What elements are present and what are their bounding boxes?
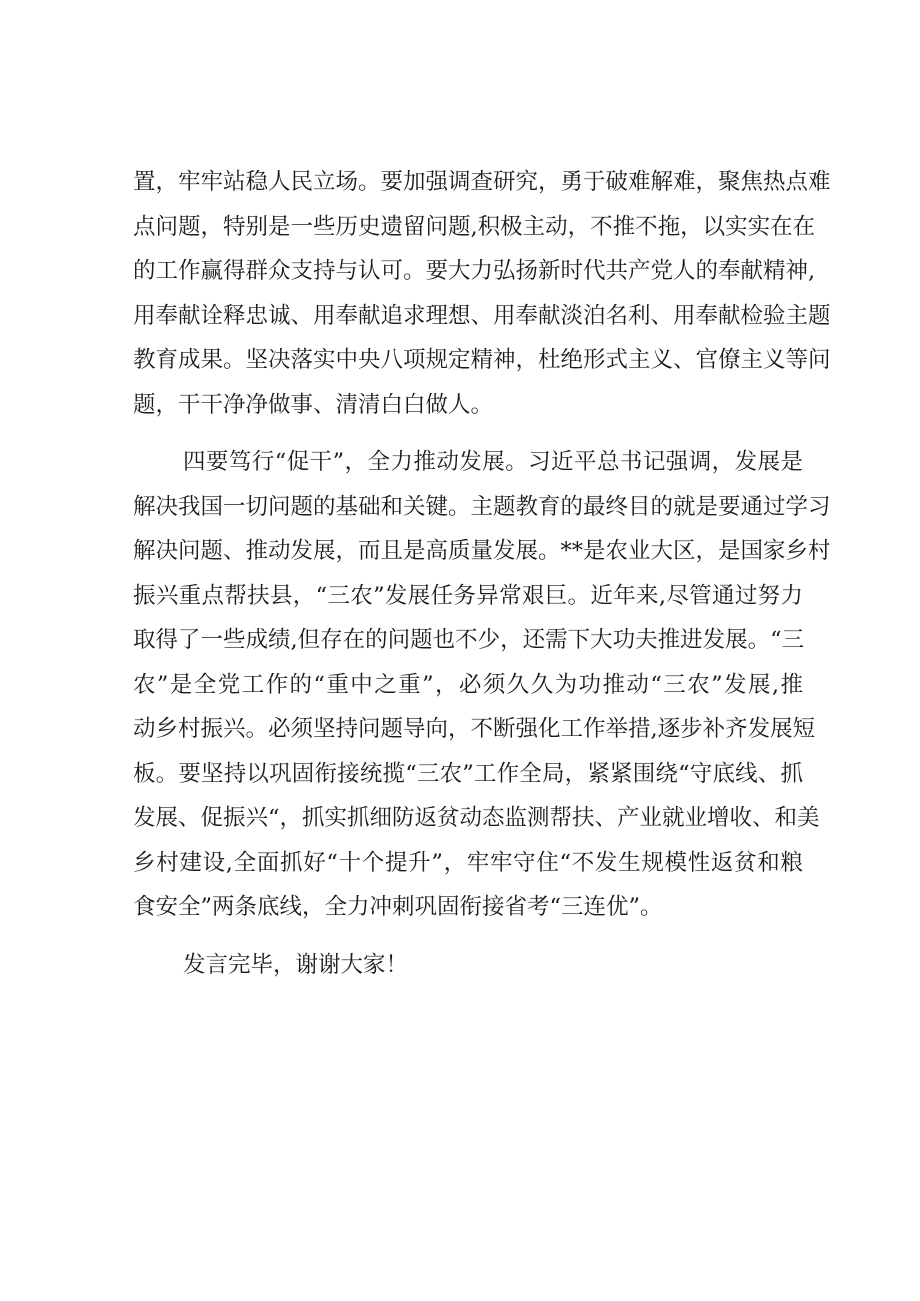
text-line: 取得了一些成绩,但存在的问题也不少，还需下大功夫推进发展。“三	[133, 627, 805, 653]
text-line: 题，干干净净做事、清清白白做人。	[133, 391, 494, 418]
text-line: 振兴重点帮扶县，“三农”发展任务异常艰巨。近年来,尽管通过努力	[133, 582, 803, 609]
text-line: 乡村建设,全面抓好“十个提升”，牢牢守住“不发生规模性返贫和粮	[133, 849, 803, 876]
paragraph-gap	[133, 930, 803, 943]
text-line: 的工作赢得群众支持与认可。要大力弘扬新时代共产党人的奉献精神,	[133, 258, 816, 284]
paragraph-gap	[133, 427, 803, 440]
text-line: 解决我国一切问题的基础和关键。主题教育的最终目的就是要通过学习	[133, 493, 831, 520]
text-line: 教育成果。坚决落实中央八项规定精神，杜绝形式主义、官僚主义等问	[133, 347, 831, 373]
paragraph-2	[133, 440, 831, 930]
text-line: 板。要坚持以巩固衔接统揽“三农”工作全局，紧紧围绕“守底线、抓	[133, 760, 803, 787]
text-line: 食安全”两条底线，全力冲刺巩固衔接省考“三连优”。	[133, 894, 663, 920]
text-line: 四要笃行“促干”，全力推动发展。习近平总书记强调，发展是	[183, 449, 803, 475]
text-line: 动乡村振兴。必须坚持问题导向，不断强化工作举措,逐步补齐发展短	[133, 716, 816, 742]
text-line: 置，牢牢站稳人民立场。要加强调查研究，勇于破难解难，聚焦热点难	[133, 169, 831, 195]
document-body	[133, 160, 831, 987]
text-line: 用奉献诠释忠诚、用奉献追求理想、用奉献淡泊名利、用奉献检验主题	[133, 302, 831, 329]
text-line: 农”是全党工作的“重中之重”，必须久久为功推动“三农”发展,推	[133, 671, 803, 698]
text-line: 点问题，特别是一些历史遗留问题,积极主动，不推不拖，以实实在在	[133, 213, 816, 240]
paragraph-1	[133, 160, 831, 427]
paragraph-3	[133, 943, 803, 988]
closing-line: 发言完毕，谢谢大家！	[183, 951, 409, 978]
text-line: 发展、促振兴“，抓实抓细防返贫动态监测帮扶、产业就业增收、和美	[133, 805, 820, 831]
text-line: 解决问题、推动发展，而且是高质量发展。**是农业大区，是国家乡村	[133, 538, 831, 564]
